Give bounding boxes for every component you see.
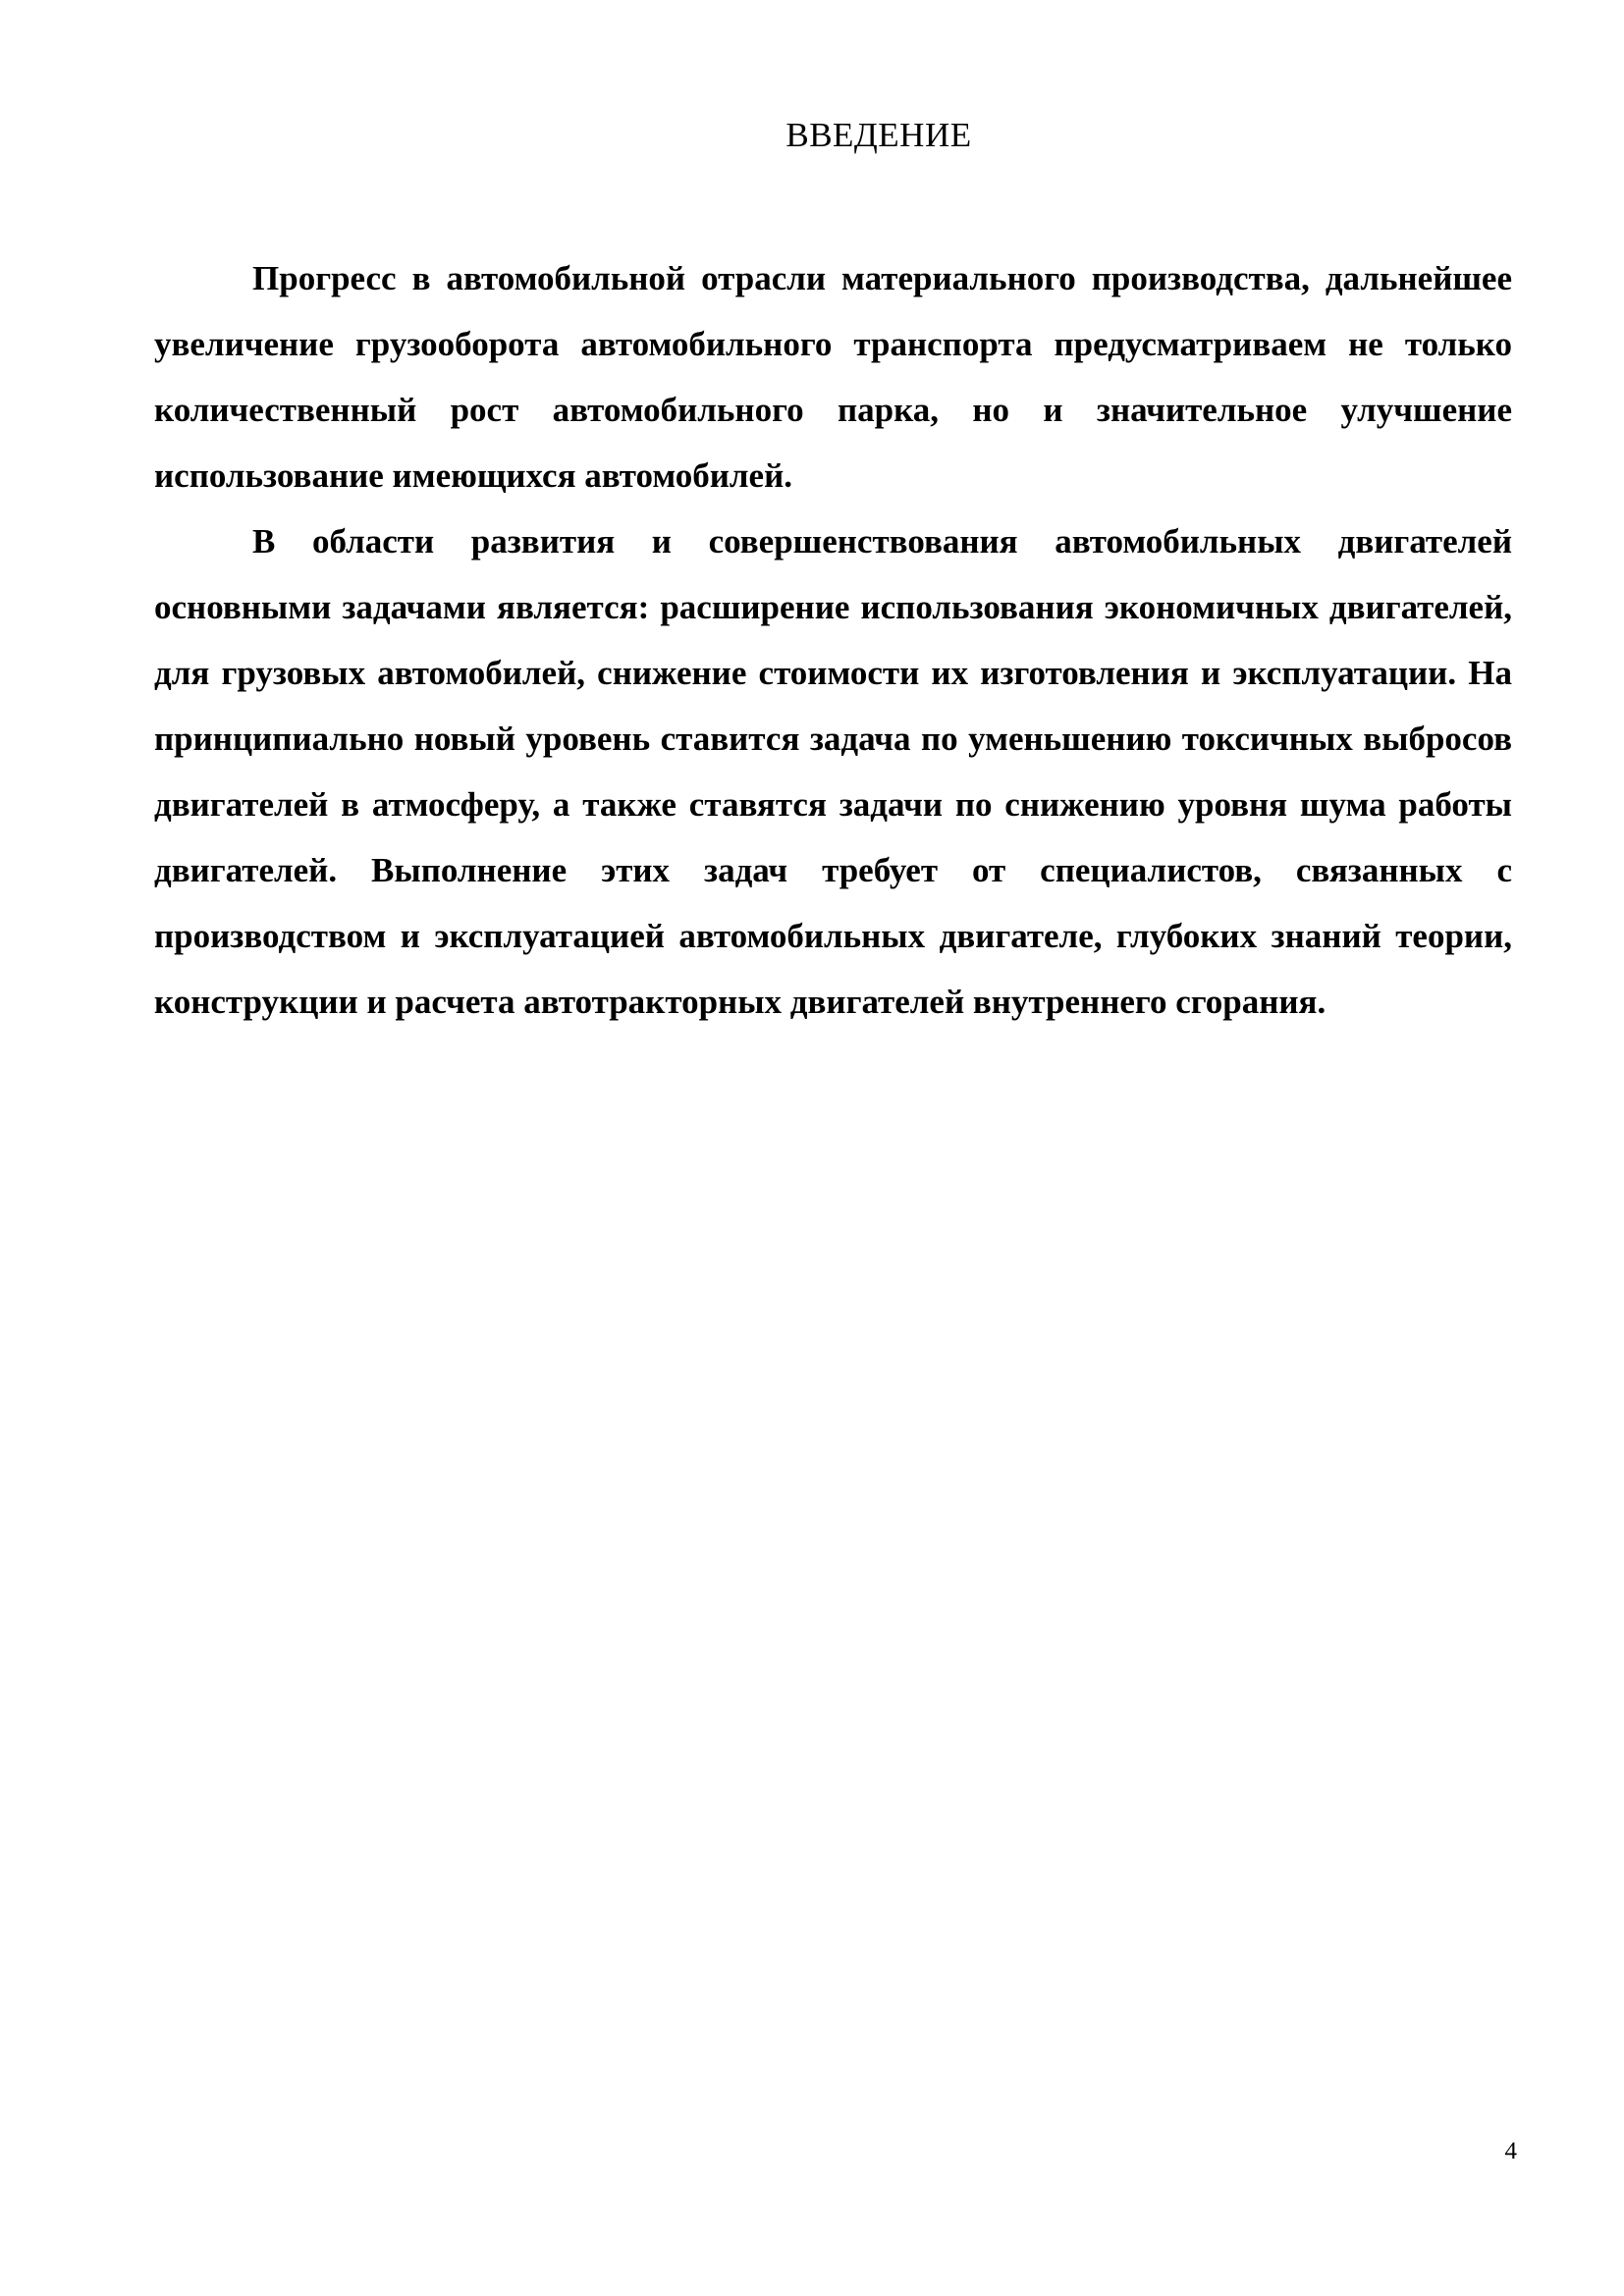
body-text <box>154 245 1512 1035</box>
paragraph-1: Прогресс в автомобильной отрасли материального производства, дальнейшее увеличение грузооборота автомобильного транспорта предусматриваем не только количественный рост автомобильного парка, но и значительное улучшение использование имеющихся автомобилей. <box>154 259 1512 495</box>
paragraph-2: В области развития и совершенствования автомобильных двигателей основными задачами является: расширение использования экономичных двигателей, для грузовых автомобилей, снижение стоимости их изготовления и эксплуатации. На принципиально новый уровень ставится задача по уменьшению токсичных выбросов двигателей в атмосферу, а также ставятся задачи по снижению уровня шума работы двигателей. Выполнение этих задач требует от специалистов, связанных с производством и эксплуатацией автомобильных двигателе, глубоких знаний теории, конструкции и расчета автотракторных двигателей внутреннего сгорания. <box>154 522 1512 1021</box>
page-number: 4 <box>1504 2138 1517 2164</box>
section-title: ВВЕДЕНИЕ <box>785 116 972 154</box>
